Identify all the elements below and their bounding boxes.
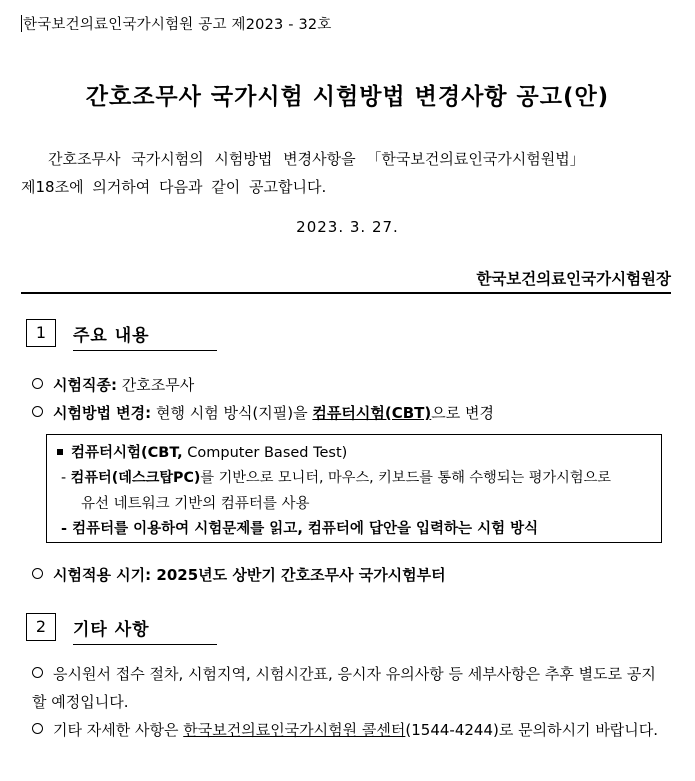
circle-bullet-icon bbox=[32, 406, 43, 417]
bullet-exam-job bbox=[32, 374, 194, 395]
circle-bullet-icon bbox=[32, 568, 43, 579]
notice-paragraph-1-text: 응시원서 접수 절차, 시험지역, 시험시간표, 응시자 유의사항 등 세부사항은 추후 별도로 공지할 예정입니다. bbox=[32, 665, 656, 711]
cbt-heading bbox=[57, 441, 347, 462]
intro-line-2: 제18조에 의거하여 다음과 같이 공고합니다. bbox=[21, 178, 327, 196]
cbt-info-box bbox=[46, 434, 662, 543]
section-2-title: 기타 사항 bbox=[73, 615, 217, 645]
cbt-heading-bold: 컴퓨터시험(CBT, bbox=[71, 445, 183, 461]
bullet-apply-period bbox=[32, 564, 446, 585]
cbt-heading-rest: Computer Based Test) bbox=[187, 445, 348, 461]
issuer-name: 한국보건의료인국가시험원장 bbox=[476, 270, 671, 288]
notice-date: 2023. 3. 27. bbox=[296, 218, 399, 236]
cbt-item-1-continuation: 유선 네트워크 기반의 컴퓨터를 사용 bbox=[81, 496, 310, 512]
notice-paragraph-2 bbox=[32, 716, 668, 744]
exam-job-value: 간호조무사 bbox=[121, 376, 195, 394]
circle-bullet-icon bbox=[32, 378, 43, 389]
apply-period-text: 시험적용 시기: 2025년도 상반기 간호조무사 국가시험부터 bbox=[53, 566, 446, 584]
page-title: 간호조무사 국가시험 시험방법 변경사항 공고(안) bbox=[85, 84, 610, 110]
intro-line-1-text: 간호조무사 국가시험의 시험방법 변경사항을 「한국보건의료인국가시험원법」 bbox=[48, 150, 585, 168]
notice-number-text: 한국보건의료인국가시험원 공고 제2023 - 32호 bbox=[23, 17, 332, 33]
cbt-item-2: - 컴퓨터를 이용하여 시험문제를 읽고, 컴퓨터에 답안을 입력하는 시험 방식 bbox=[61, 521, 539, 537]
square-bullet-icon bbox=[57, 449, 63, 455]
exam-job-label: 시험직종: bbox=[53, 376, 117, 394]
notice-number bbox=[21, 13, 332, 34]
notice-paragraph-2-prefix: 기타 자세한 사항은 bbox=[53, 721, 179, 739]
intro-line-1 bbox=[21, 148, 671, 169]
notice-paragraph-1 bbox=[32, 660, 668, 716]
call-center-link: 한국보건의료인국가시험원 콜센터 bbox=[183, 721, 406, 739]
bullet-exam-method bbox=[32, 402, 494, 423]
circle-bullet-icon bbox=[32, 667, 43, 678]
exam-method-suffix: 으로 변경 bbox=[431, 404, 494, 422]
header-divider bbox=[21, 292, 671, 294]
exam-method-label: 시험방법 변경: bbox=[53, 404, 152, 422]
exam-method-highlight: 컴퓨터시험(CBT) bbox=[312, 404, 432, 422]
section-1-number: 1 bbox=[26, 319, 56, 347]
cbt-item-1-rest: 를 기반으로 모니터, 마우스, 키보드를 통해 수행되는 평가시험으로 bbox=[200, 470, 611, 486]
text-cursor bbox=[21, 15, 22, 32]
exam-method-prefix: 현행 시험 방식(지필)을 bbox=[155, 404, 308, 422]
notice-paragraph-2-suffix: (1544-4244)로 문의하시기 바랍니다. bbox=[405, 721, 659, 739]
section-1-title: 주요 내용 bbox=[73, 321, 217, 351]
cbt-item-1 bbox=[61, 467, 611, 487]
cbt-item-1-bold: 컴퓨터(데스크탑PC) bbox=[70, 470, 201, 486]
circle-bullet-icon bbox=[32, 723, 43, 734]
cbt-item-1-dash: - bbox=[61, 470, 67, 486]
section-2-number: 2 bbox=[26, 613, 56, 641]
